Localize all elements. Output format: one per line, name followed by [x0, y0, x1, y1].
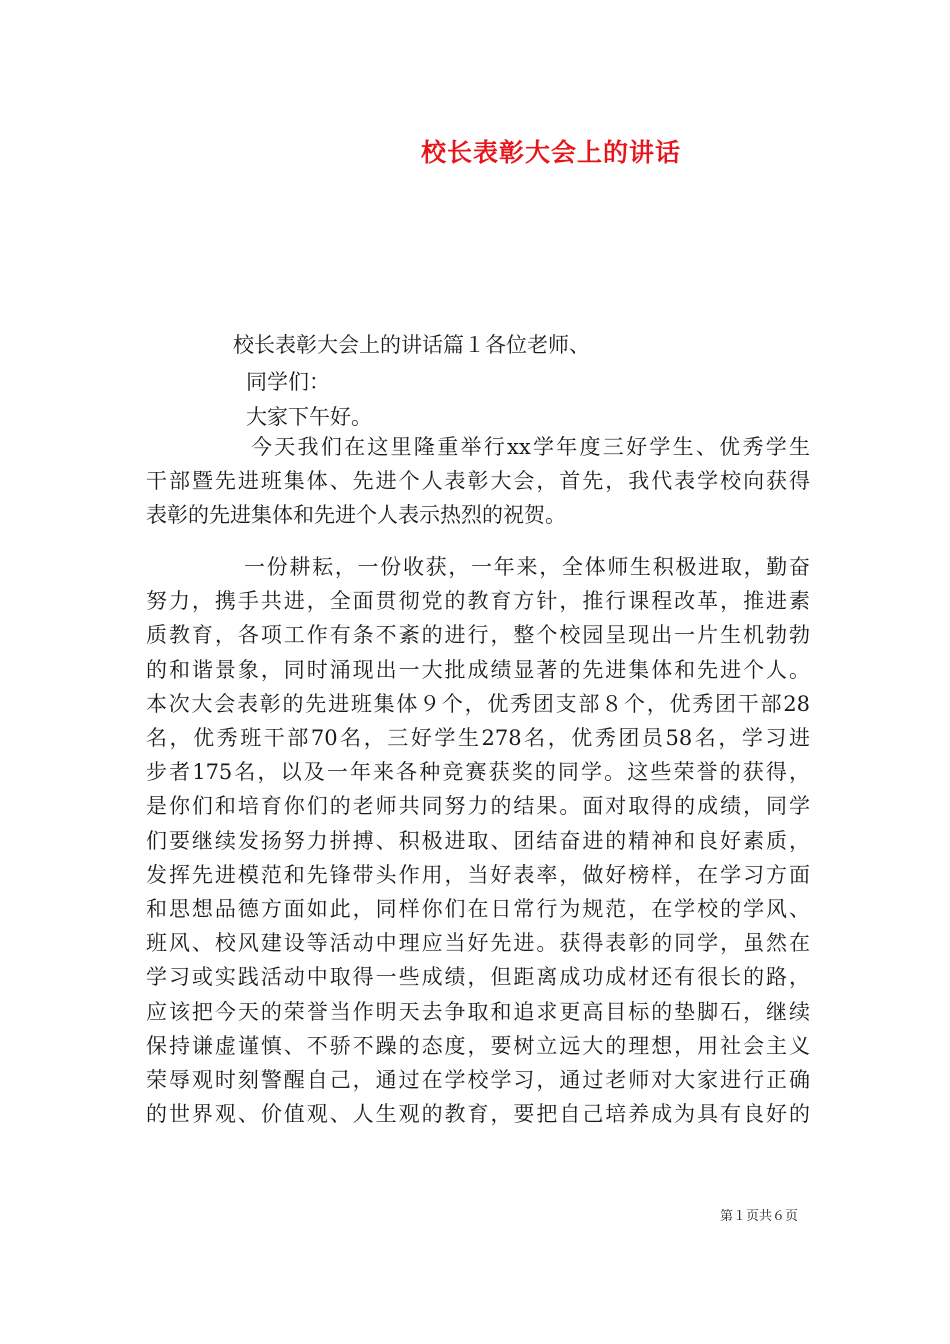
- paragraph-2-line: 班风、校风建设等活动中理应当好先进。获得表彰的同学，虽然在: [146, 931, 810, 956]
- paragraph-2-line: 的世界观、价值观、人生观的教育，要把自己培养成为具有良好的: [146, 1102, 810, 1127]
- paragraph-2-line: 发挥先进模范和先锋带头作用，当好表率，做好榜样，在学习方面: [146, 862, 810, 887]
- paragraph-1: [146, 430, 810, 533]
- paragraph-2-line: 和思想品德方面如此，同样你们在日常行为规范，在学校的学风、: [146, 897, 810, 922]
- paragraph-2-line: 一份耕耘，一份收获，一年来，全体师生积极进取，勤奋: [244, 555, 810, 579]
- greeting-line-1: 校长表彰大会上的讲话篇１各位老师、: [233, 333, 590, 357]
- document-title: 校长表彰大会上的讲话: [420, 138, 681, 167]
- paragraph-2-line: 努力，携手共进，全面贯彻党的教育方针，推行课程改革，推进素: [146, 589, 810, 614]
- paragraph-1-line: 今天我们在这里隆重举行xx学年度三好学生、优秀学生: [251, 435, 810, 459]
- paragraph-2: [146, 550, 810, 1131]
- page-number: 第１页共６页: [720, 1209, 799, 1224]
- paragraph-2-line: 应该把今天的荣誉当作明天去争取和追求更高目标的垫脚石，继续: [146, 999, 810, 1024]
- paragraph-2-line: 的和谐景象，同时涌现出一大批成绩显著的先进集体和先进个人。: [146, 657, 810, 682]
- paragraph-2-line: 是你们和培育你们的老师共同努力的结果。面对取得的成绩，同学: [146, 794, 810, 819]
- paragraph-2-line: 们要继续发扬努力拼搏、积极进取、团结奋进的精神和良好素质，: [146, 828, 810, 853]
- greeting-line-3: 大家下午好。: [246, 405, 372, 429]
- paragraph-2-line: 步者175名，以及一年来各种竞赛获奖的同学。这些荣誉的获得，: [146, 760, 810, 785]
- paragraph-2-line: 名，优秀班干部70名，三好学生278名，优秀团员58名，学习进: [146, 726, 810, 751]
- greeting-line-2: 同学们：: [246, 370, 330, 394]
- paragraph-2-line: 保持谦虚谨慎、不骄不躁的态度，要树立远大的理想，用社会主义: [146, 1033, 810, 1058]
- paragraph-2-line: 本次大会表彰的先进班集体９个，优秀团支部８个，优秀团干部28: [146, 691, 810, 716]
- paragraph-2-line: 学习或实践活动中取得一些成绩，但距离成功成材还有很长的路，: [146, 965, 810, 990]
- paragraph-2-line: 荣辱观时刻警醒自己，通过在学校学习，通过老师对大家进行正确: [146, 1068, 810, 1093]
- paragraph-2-line: 质教育，各项工作有条不紊的进行，整个校园呈现出一片生机勃勃: [146, 623, 810, 648]
- paragraph-1-line: 表彰的先进集体和先进个人表示热烈的祝贺。: [146, 503, 566, 528]
- paragraph-1-line: 干部暨先进班集体、先进个人表彰大会，首先，我代表学校向获得: [146, 469, 810, 494]
